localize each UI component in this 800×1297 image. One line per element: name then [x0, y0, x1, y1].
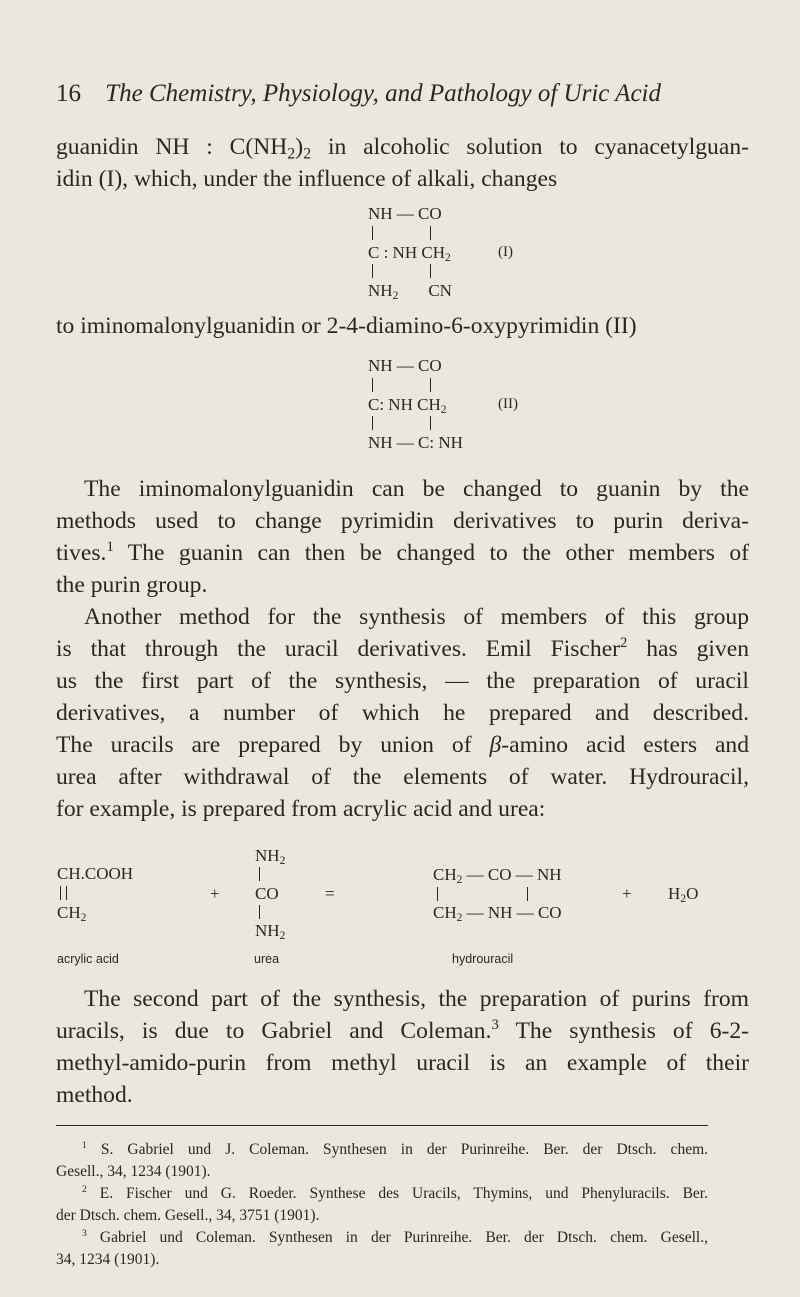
footnote-3-line-1: $^3$ Gabriel und Coleman. Synthesen in der Purinreihe. Ber. der Dtsch. chem. Gesell.,	[82, 1228, 708, 1246]
para-3-line-3: methyl-amido-purin from methyl uracil is an example of their	[56, 1050, 749, 1076]
formula-1-row-1: NH — CO	[368, 204, 442, 223]
equals-sign: =	[325, 884, 335, 903]
formula-2-label: (II)	[498, 396, 518, 412]
footnote-2-line-1: $^2$ E. Fischer und G. Roeder. Synthese des Uracils, Thymins, und Phenyluracils. Ber.	[82, 1184, 708, 1202]
hydrouracil-bond-right	[527, 887, 528, 901]
caption-acrylic-acid: acrylic acid	[57, 952, 119, 966]
para-1-line-4: the purin group.	[56, 572, 208, 598]
page-number: 16	[56, 80, 81, 107]
formula-2-row-3: NH — C: NH	[368, 433, 463, 452]
formula-1-bond-right	[430, 226, 431, 240]
running-header	[56, 80, 661, 108]
footnote-2-line-2: der Dtsch. chem. Gesell., 34, 3751 (1901).	[56, 1207, 320, 1224]
formula-1-row-2: C : NH $CH_2$	[368, 243, 451, 265]
para-3-line-1: The second part of the synthesis, the preparation of purins from	[84, 986, 749, 1012]
footnote-ref-3: 3	[491, 1017, 499, 1034]
caption-hydrouracil: hydrouracil	[452, 952, 514, 966]
hydrouracil-top: $CH_2$ — CO — NH	[433, 865, 562, 887]
footnote-3-line-2: 34, 1234 (1901).	[56, 1251, 160, 1268]
para-3-line-4: method.	[56, 1082, 133, 1108]
urea-bond-bottom	[259, 905, 260, 919]
plus-sign-1: +	[210, 884, 220, 903]
urea-middle: CO	[255, 884, 279, 903]
acrylic-acid-top: CH.COOH	[57, 864, 134, 883]
intro-line-1: guanidin NH : $C(NH_2)_2$ in alcoholic solution to cyanacetylguan-	[56, 134, 749, 163]
formula-2-bond-left	[372, 378, 373, 392]
footnote-1-line-1: $^1$ S. Gabriel und J. Coleman. Synthesen in der Purinreihe. Ber. der Dtsch. chem.	[82, 1140, 708, 1158]
para-1-line-3: tives.$^1$ The guanin can then be changed to the other members of	[56, 539, 749, 566]
intro-line-2: idin (I), which, under the influence of alkali, changes	[56, 166, 558, 192]
formula-1-bond-right-2	[430, 264, 431, 278]
formula-2-bond-right-2	[430, 416, 431, 430]
formula-2-row-1: NH — CO	[368, 356, 442, 375]
caption-urea: urea	[254, 952, 280, 966]
footnote-ref-2: 2	[620, 635, 628, 652]
acrylic-double-bond	[60, 886, 67, 900]
para-2-line-5: The uracils are prepared by union of β-amino acid esters and	[56, 732, 750, 758]
plus-sign-2: +	[622, 884, 632, 903]
urea-bond-top	[259, 867, 260, 881]
running-title: The Chemistry, Physiology, and Pathology of Uric Acid	[105, 80, 661, 107]
water: $H_2O$	[668, 884, 699, 906]
para-2-line-6: urea after withdrawal of the elements of water. Hydrouracil,	[56, 764, 749, 790]
formula-1-bond-left-2	[372, 264, 373, 278]
hydrouracil-bond-left	[437, 887, 438, 901]
hydrouracil-bottom: $CH_2$ — NH — CO	[433, 903, 562, 925]
formula-2-bond-left-2	[372, 416, 373, 430]
para-1-line-1: The iminomalonylguanidin can be changed to guanin by the	[84, 476, 749, 502]
para-2-line-7: for example, is prepared from acrylic acid and urea:	[56, 796, 546, 822]
footnote-1-line-2: Gesell., 34, 1234 (1901).	[56, 1163, 211, 1180]
formula-1-label: (I)	[498, 244, 513, 260]
para-2-line-2: is that through the uracil derivatives. Emil Fischer$^2$ has given	[56, 635, 749, 662]
para-3-line-2: uracils, is due to Gabriel and Coleman.$^3$ The synthesis of 6-2-	[56, 1017, 750, 1044]
formula-1-bond-left	[372, 226, 373, 240]
urea-top: $NH_2$	[255, 846, 286, 868]
formula-2-row-2: C: NH $CH_2$	[368, 395, 447, 417]
para-1-line-2: methods used to change pyrimidin derivatives to purin deriva-	[56, 508, 749, 534]
acrylic-acid-bottom: $CH_2$	[57, 903, 87, 925]
footnote-rule	[56, 1125, 708, 1126]
para-2-line-4: derivatives, a number of which he prepared and described.	[56, 700, 749, 726]
formula-1-row-3: $NH_2$ CN	[368, 281, 452, 303]
para-2-line-1: Another method for the synthesis of members of this group	[84, 604, 749, 630]
para-2-line-3: us the first part of the synthesis, — the preparation of uracil	[56, 668, 749, 694]
formula-2-bond-right	[430, 378, 431, 392]
middle-line: to iminomalonylguanidin or 2-4-diamino-6-oxypyrimidin (II)	[56, 313, 637, 339]
urea-bottom: $NH_2$	[255, 921, 286, 943]
footnote-ref-1: 1	[106, 539, 114, 556]
